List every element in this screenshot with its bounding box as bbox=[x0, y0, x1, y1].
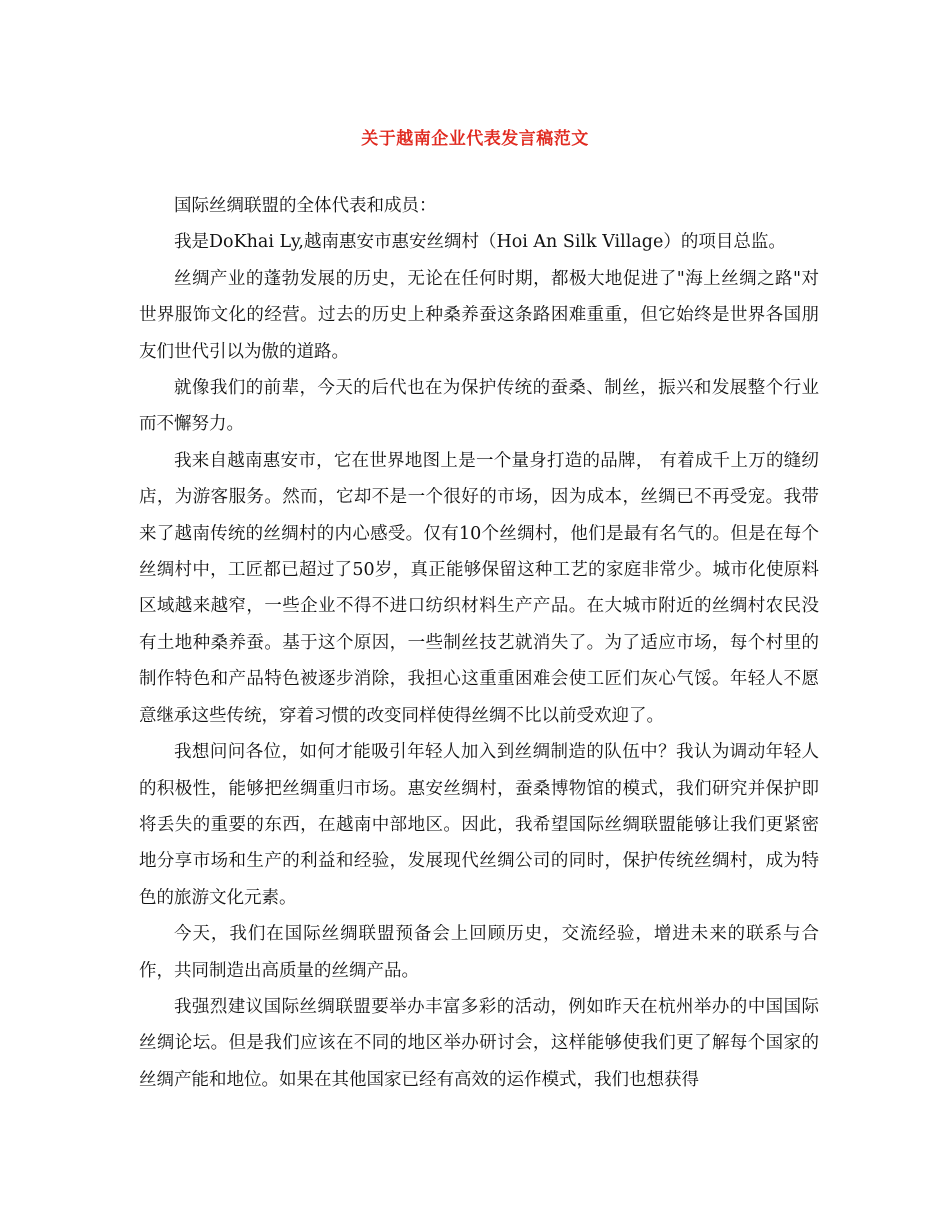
paragraph-young-people: 我想问问各位，如何才能吸引年轻人加入到丝绸制造的队伍中？我认为调动年轻人的积极性，能够把丝绸重归市场。惠安丝绸村，蚕桑博物馆的模式，我们研究并保护即将丢失的重要的东西，在越南中部地区。因此，我希望国际丝绸联盟能够让我们更紧密地分享市场和生产的利益和经验，发展现代丝绸公司的同时，保护传统丝绸村，成为特色的旅游文化元素。 bbox=[139, 742, 819, 908]
paragraph-hoi-an: 我来自越南惠安市，它在世界地图上是一个量身打造的品牌， 有着成千上万的缝纫店，为游客服务。然而，它却不是一个很好的市场，因为成本，丝绸已不再受宠。我带来了越南传统的丝绸村的内心感受。仅有10个丝绸村，他们是最有名气的。但是在每个丝绸村中，工匠都已超过了50岁，真正能够保留这种工艺的家庭非常少。城市化使原料区域越来越窄，一些企业不得不进口纺织材料生产产品。在大城市附近的丝绸村农民没有土地种桑养蚕。基于这个原因，一些制丝技艺就消失了。为了适应市场，每个村里的制作特色和产品特色被逐步消除，我担心这重重困难会使工匠们灰心气馁。年轻人不愿意继承这些传统，穿着习惯的改变同样使得丝绸不比以前受欢迎了。 bbox=[139, 450, 819, 726]
document-body bbox=[139, 188, 819, 1098]
paragraph-introduction: 我是DoKhai Ly,越南惠安市惠安丝绸村（Hoi An Silk Village）的项目总监。 bbox=[174, 232, 786, 253]
paragraph-suggestion: 我强烈建议国际丝绸联盟要举办丰富多彩的活动，例如昨天在杭州举办的中国国际丝绸论坛。但是我们应该在不同的地区举办研讨会，这样能够使我们更了解每个国家的丝绸产能和地位。如果在其他国家已经有高效的运作模式，我们也想获得 bbox=[139, 996, 819, 1090]
paragraph-predecessors: 就像我们的前辈，今天的后代也在为保护传统的蚕桑、制丝，振兴和发展整个行业而不懈努力。 bbox=[139, 378, 819, 435]
paragraph-history: 丝绸产业的蓬勃发展的历史，无论在任何时期，都极大地促进了"海上丝绸之路"对世界服饰文化的经营。过去的历史上种桑养蚕这条路困难重重，但它始终是世界各国朋友们世代引以为傲的道路。 bbox=[139, 268, 819, 362]
paragraph-salutation: 国际丝绸联盟的全体代表和成员： bbox=[174, 196, 437, 216]
page-title: 关于越南企业代表发言稿范文 bbox=[361, 129, 589, 149]
paragraph-today: 今天，我们在国际丝绸联盟预备会上回顾历史，交流经验，增进未来的联系与合作，共同制造出高质量的丝绸产品。 bbox=[139, 924, 819, 981]
